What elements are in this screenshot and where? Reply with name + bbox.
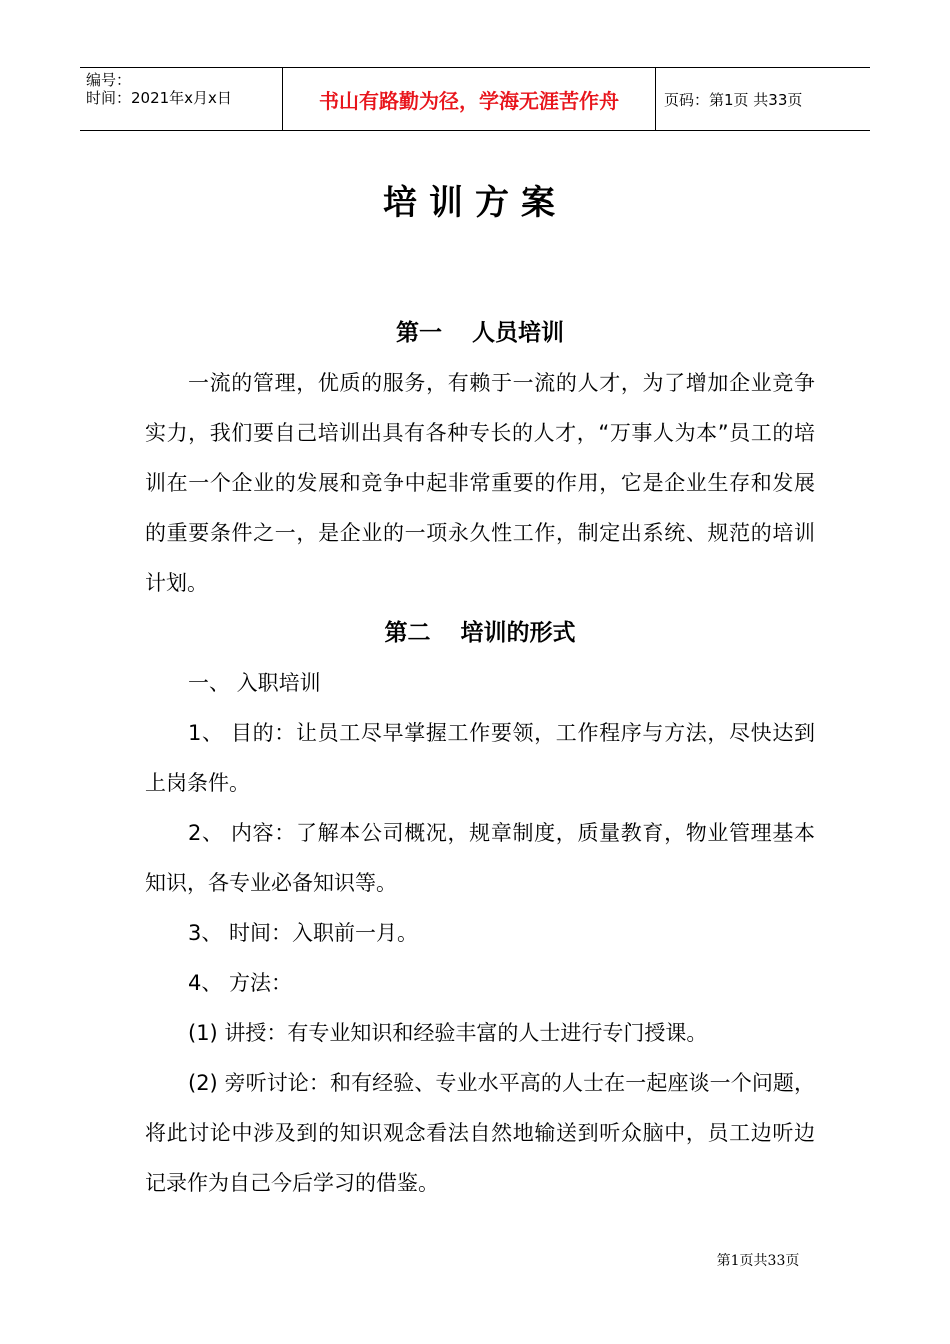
section-title: 人员培训 xyxy=(472,320,564,346)
paragraph: 一流的管理，优质的服务，有赖于一流的人才，为了增加企业竞争实力，我们要自己培训出具有各种专长的人才，“万事人为本”员工的培训在一个企业的发展和竞争中起非常重要的作用，它是企业生存和发展的重要条件之一，是企业的一项永久性工作，制定出系统、规范的培训计划。 xyxy=(145,371,815,595)
list-item: 4、 方法： xyxy=(188,971,293,995)
document-title: 培训方案 xyxy=(383,183,567,223)
list-item: 3、 时间：入职前一月。 xyxy=(188,921,419,945)
list-item: 一、 入职培训 xyxy=(188,671,321,695)
list-item: 1、 目的：让员工尽早掌握工作要领，工作程序与方法，尽快达到上岗条件。 xyxy=(145,721,815,795)
section-heading-2 xyxy=(145,608,815,658)
list-item: (1) 讲授：有专业知识和经验丰富的人士进行专门授课。 xyxy=(188,1021,708,1045)
page-footer xyxy=(0,1250,950,1270)
list-item: (2) 旁听讨论：和有经验、专业水平高的人士在一起座谈一个问题，将此讨论中涉及到的知识观念看法自然地输送到听众脑中，员工边听边记录作为自己今后学习的借鉴。 xyxy=(145,1071,815,1195)
document-time-label: 时间：2021年x月x日 xyxy=(86,89,232,107)
document-number-label: 编号： xyxy=(86,71,132,89)
header-meta xyxy=(80,68,282,130)
document-body xyxy=(145,308,815,1208)
header-page-info: 页码：第1页 共33页 xyxy=(664,90,803,109)
section-number: 第二 xyxy=(384,620,431,646)
section-number: 第一 xyxy=(396,320,442,346)
section-heading-1 xyxy=(145,308,815,358)
footer-page-number: 第1页共33页 xyxy=(716,1253,800,1269)
page-header xyxy=(80,67,870,131)
list-item: 2、 内容：了解本公司概况，规章制度，质量教育，物业管理基本知识，各专业必备知识等。 xyxy=(145,821,815,895)
header-motto: 书山有路勤为径，学海无涯苦作舟 xyxy=(282,68,656,130)
section-title: 培训的形式 xyxy=(460,620,576,646)
